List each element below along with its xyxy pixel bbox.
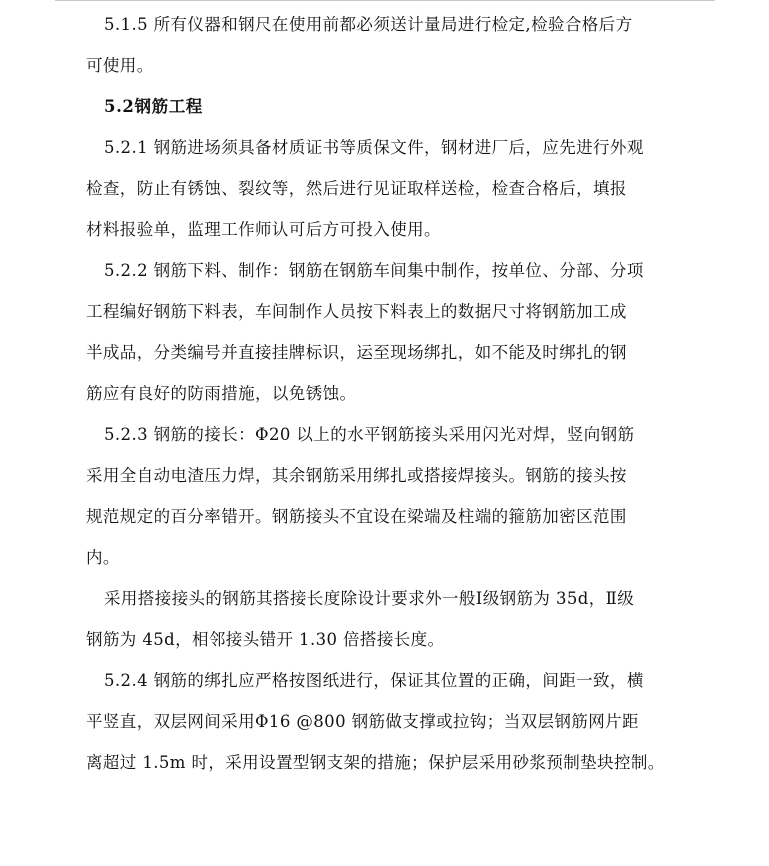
text-line: 可使用。 — [86, 56, 154, 75]
text-line: 5.2.3 钢筋的接长：Φ20 以上的水平钢筋接头采用闪光对焊，竖向钢筋 — [104, 425, 635, 444]
text-line: 采用搭接接头的钢筋其搭接长度除设计要求外一般Ⅰ级钢筋为 35d，Ⅱ级 — [104, 589, 635, 608]
text-line: 5.2.1 钢筋进场须具备材质证书等质保文件，钢材进厂后，应先进行外观 — [104, 138, 644, 157]
text-line: 工程编好钢筋下料表，车间制作人员按下料表上的数据尺寸将钢筋加工成 — [86, 302, 627, 321]
text-line: 5.1.5 所有仪器和钢尺在使用前都必须送计量局进行检定,检验合格后方 — [104, 15, 633, 34]
text-line: 筋应有良好的防雨措施，以免锈蚀。 — [86, 384, 357, 403]
page-top-border — [55, 0, 715, 1]
text-line: 采用全自动电渣压力焊，其余钢筋采用绑扎或搭接焊接头。钢筋的接头按 — [86, 466, 627, 485]
text-line: 5.2.2 钢筋下料、制作：钢筋在钢筋车间集中制作，按单位、分部、分项 — [104, 261, 644, 280]
section-heading: 5.2钢筋工程 — [104, 97, 203, 116]
text-line: 5.2.4 钢筋的绑扎应严格按图纸进行，保证其位置的正确，间距一致，横 — [104, 671, 644, 690]
document-body — [86, 4, 698, 783]
text-line: 半成品，分类编号并直接挂牌标识，运至现场绑扎，如不能及时绑扎的钢 — [86, 343, 627, 362]
text-line: 材料报验单，监理工作师认可后方可投入使用。 — [86, 220, 441, 239]
text-line: 离超过 1.5m 时，采用设置型钢支架的措施；保护层采用砂浆预制垫块控制。 — [86, 753, 665, 772]
text-line: 检查，防止有锈蚀、裂纹等，然后进行见证取样送检，检查合格后，填报 — [86, 179, 627, 198]
text-line: 规范规定的百分率错开。钢筋接头不宜设在梁端及柱端的箍筋加密区范围 — [86, 507, 627, 526]
text-line: 钢筋为 45d，相邻接头错开 1.30 倍搭接长度。 — [86, 630, 445, 649]
text-line: 平竖直，双层网间采用Φ16 @800 钢筋做支撑或拉钩；当双层钢筋网片距 — [86, 712, 639, 731]
text-line: 内。 — [86, 548, 120, 567]
